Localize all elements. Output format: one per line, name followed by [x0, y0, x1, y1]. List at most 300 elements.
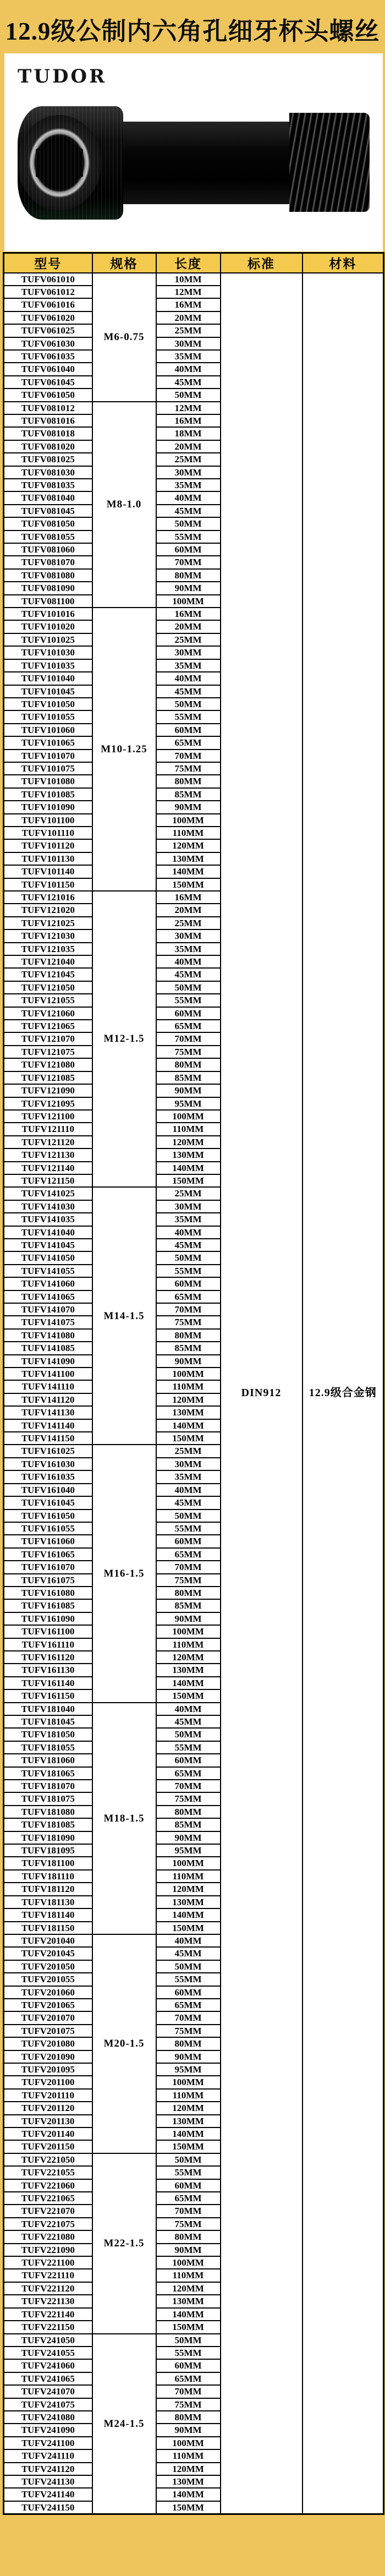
model-cell: TUFV101065 — [4, 736, 92, 749]
model-cell: TUFV081050 — [4, 517, 92, 530]
length-cell: 130MM — [156, 2115, 221, 2127]
model-cell: TUFV181050 — [4, 1728, 92, 1741]
length-cell: 110MM — [156, 1123, 221, 1135]
model-cell: TUFV181080 — [4, 1806, 92, 1818]
model-cell: TUFV201080 — [4, 2037, 92, 2050]
length-cell: 70MM — [156, 2385, 221, 2398]
screw-threads — [289, 113, 370, 212]
model-cell: TUFV101035 — [4, 659, 92, 672]
model-cell: TUFV101025 — [4, 633, 92, 646]
model-cell: TUFV061030 — [4, 337, 92, 350]
length-cell: 35MM — [156, 1470, 221, 1483]
length-cell: 140MM — [156, 2308, 221, 2321]
length-cell: 130MM — [156, 1664, 221, 1676]
length-cell: 80MM — [156, 775, 221, 787]
model-cell: TUFV241140 — [4, 2488, 92, 2501]
length-cell: 35MM — [156, 943, 221, 955]
length-cell: 40MM — [156, 363, 221, 375]
length-cell: 20MM — [156, 904, 221, 916]
length-cell: 40MM — [156, 491, 221, 504]
length-cell: 100MM — [156, 1857, 221, 1869]
length-cell: 80MM — [156, 2230, 221, 2243]
length-cell: 65MM — [156, 2372, 221, 2385]
spec-cell: M18-1.5 — [92, 1703, 156, 1934]
model-cell: TUFV121030 — [4, 929, 92, 942]
model-cell: TUFV141075 — [4, 1316, 92, 1328]
model-cell: TUFV101140 — [4, 865, 92, 878]
length-cell: 150MM — [156, 1689, 221, 1702]
hex-socket-icon — [36, 136, 83, 190]
model-cell: TUFV081025 — [4, 453, 92, 466]
model-cell: TUFV161075 — [4, 1574, 92, 1587]
column-header-spec: 规格 — [92, 253, 156, 273]
column-header-standard: 标准 — [221, 253, 302, 273]
model-cell: TUFV181040 — [4, 1703, 92, 1715]
length-cell: 75MM — [156, 1046, 221, 1058]
model-cell: TUFV121110 — [4, 1123, 92, 1135]
model-cell: TUFV081100 — [4, 595, 92, 608]
model-cell: TUFV221110 — [4, 2269, 92, 2282]
length-cell: 40MM — [156, 1703, 221, 1715]
length-cell: 65MM — [156, 1020, 221, 1032]
table-row — [4, 273, 384, 286]
model-cell: TUFV141120 — [4, 1393, 92, 1406]
column-header-model: 型号 — [4, 253, 92, 273]
model-cell: TUFV181055 — [4, 1741, 92, 1754]
length-cell: 20MM — [156, 620, 221, 633]
length-cell: 30MM — [156, 1200, 221, 1213]
length-cell: 150MM — [156, 2501, 221, 2514]
model-cell: TUFV081055 — [4, 530, 92, 543]
model-cell: TUFV081060 — [4, 543, 92, 556]
model-cell: TUFV221060 — [4, 2179, 92, 2192]
length-cell: 90MM — [156, 1612, 221, 1625]
spec-cell: M8-1.0 — [92, 402, 156, 608]
model-cell: TUFV201150 — [4, 2140, 92, 2153]
length-cell: 50MM — [156, 1728, 221, 1741]
model-cell: TUFV221055 — [4, 2166, 92, 2179]
length-cell: 90MM — [156, 1831, 221, 1844]
model-cell: TUFV181110 — [4, 1870, 92, 1883]
length-cell: 50MM — [156, 981, 221, 994]
length-cell: 85MM — [156, 1599, 221, 1612]
model-cell: TUFV141090 — [4, 1355, 92, 1368]
length-cell: 40MM — [156, 1934, 221, 1947]
model-cell: TUFV221140 — [4, 2308, 92, 2321]
material-cell: 12.9级合金钢 — [302, 273, 384, 2514]
model-cell: TUFV221065 — [4, 2192, 92, 2205]
length-cell: 80MM — [156, 569, 221, 582]
length-cell: 55MM — [156, 1973, 221, 1986]
length-cell: 120MM — [156, 1651, 221, 1664]
spec-table — [3, 252, 384, 2515]
model-cell: TUFV161130 — [4, 1664, 92, 1676]
length-cell: 70MM — [156, 1780, 221, 1792]
length-cell: 120MM — [156, 2282, 221, 2295]
length-cell: 45MM — [156, 685, 221, 698]
model-cell: TUFV141100 — [4, 1368, 92, 1380]
model-cell: TUFV081012 — [4, 402, 92, 414]
length-cell: 75MM — [156, 762, 221, 775]
length-cell: 40MM — [156, 1484, 221, 1496]
length-cell: 60MM — [156, 2359, 221, 2372]
product-image — [14, 106, 372, 226]
model-cell: TUFV201055 — [4, 1973, 92, 1986]
model-cell: TUFV101120 — [4, 839, 92, 852]
model-cell: TUFV161085 — [4, 1599, 92, 1612]
model-cell: TUFV181150 — [4, 1922, 92, 1934]
length-cell: 120MM — [156, 1136, 221, 1148]
length-cell: 110MM — [156, 1638, 221, 1651]
model-cell: TUFV121035 — [4, 943, 92, 955]
length-cell: 65MM — [156, 1767, 221, 1780]
length-cell: 18MM — [156, 427, 221, 440]
length-cell: 100MM — [156, 814, 221, 827]
length-cell: 150MM — [156, 878, 221, 891]
length-cell: 40MM — [156, 672, 221, 685]
length-cell: 90MM — [156, 2050, 221, 2063]
model-cell: TUFV101090 — [4, 801, 92, 813]
length-cell: 80MM — [156, 1806, 221, 1818]
length-cell: 55MM — [156, 994, 221, 1007]
length-cell: 150MM — [156, 2321, 221, 2333]
length-cell: 90MM — [156, 2244, 221, 2256]
length-cell: 16MM — [156, 298, 221, 311]
model-cell: TUFV161030 — [4, 1458, 92, 1470]
length-cell: 120MM — [156, 2102, 221, 2114]
model-cell: TUFV081045 — [4, 505, 92, 517]
length-cell: 35MM — [156, 479, 221, 491]
model-cell: TUFV161070 — [4, 1561, 92, 1573]
model-cell: TUFV061045 — [4, 376, 92, 389]
length-cell: 16MM — [156, 891, 221, 904]
model-cell: TUFV141025 — [4, 1187, 92, 1200]
length-cell: 65MM — [156, 2192, 221, 2205]
screw-shank — [118, 122, 299, 204]
model-cell: TUFV241130 — [4, 2475, 92, 2488]
model-cell: TUFV241110 — [4, 2449, 92, 2462]
model-cell: TUFV181070 — [4, 1780, 92, 1792]
length-cell: 40MM — [156, 1226, 221, 1239]
model-cell: TUFV141055 — [4, 1265, 92, 1277]
length-cell: 16MM — [156, 608, 221, 620]
length-cell: 85MM — [156, 1071, 221, 1084]
model-cell: TUFV221120 — [4, 2282, 92, 2295]
model-cell: TUFV121070 — [4, 1032, 92, 1045]
length-cell: 90MM — [156, 582, 221, 594]
length-cell: 140MM — [156, 1677, 221, 1689]
model-cell: TUFV061050 — [4, 389, 92, 401]
model-cell: TUFV161060 — [4, 1535, 92, 1547]
model-cell: TUFV161150 — [4, 1689, 92, 1702]
model-cell: TUFV161040 — [4, 1484, 92, 1496]
length-cell: 30MM — [156, 646, 221, 659]
length-cell: 75MM — [156, 2025, 221, 2037]
model-cell: TUFV061040 — [4, 363, 92, 375]
screw-head-face — [18, 115, 101, 211]
model-cell: TUFV221080 — [4, 2230, 92, 2243]
model-cell: TUFV201075 — [4, 2025, 92, 2037]
model-cell: TUFV241050 — [4, 2334, 92, 2347]
length-cell: 40MM — [156, 955, 221, 968]
length-cell: 100MM — [156, 2256, 221, 2269]
length-cell: 110MM — [156, 1380, 221, 1393]
model-cell: TUFV221100 — [4, 2256, 92, 2269]
length-cell: 140MM — [156, 865, 221, 878]
model-cell: TUFV101070 — [4, 750, 92, 762]
model-cell: TUFV141110 — [4, 1380, 92, 1393]
model-cell: TUFV121130 — [4, 1148, 92, 1161]
length-cell: 16MM — [156, 414, 221, 427]
model-cell: TUFV181085 — [4, 1818, 92, 1831]
length-cell: 85MM — [156, 1342, 221, 1354]
length-cell: 120MM — [156, 1393, 221, 1406]
spec-cell: M14-1.5 — [92, 1187, 156, 1445]
model-cell: TUFV241055 — [4, 2347, 92, 2359]
model-cell: TUFV121060 — [4, 1007, 92, 1020]
product-panel — [4, 53, 383, 251]
spec-table-body — [4, 273, 384, 2514]
length-cell: 95MM — [156, 1844, 221, 1857]
column-header-material: 材料 — [302, 253, 384, 273]
model-cell: TUFV101055 — [4, 710, 92, 723]
length-cell: 35MM — [156, 1213, 221, 1226]
model-cell: TUFV101050 — [4, 698, 92, 710]
length-cell: 150MM — [156, 2140, 221, 2153]
model-cell: TUFV161065 — [4, 1548, 92, 1561]
model-cell: TUFV101130 — [4, 852, 92, 865]
model-cell: TUFV141085 — [4, 1342, 92, 1354]
model-cell: TUFV181095 — [4, 1844, 92, 1857]
length-cell: 110MM — [156, 2449, 221, 2462]
length-cell: 80MM — [156, 1587, 221, 1599]
length-cell: 50MM — [156, 698, 221, 710]
model-cell: TUFV141040 — [4, 1226, 92, 1239]
brand-logo-text: TUDOR — [18, 65, 107, 87]
model-cell: TUFV201090 — [4, 2050, 92, 2063]
model-cell: TUFV121045 — [4, 968, 92, 981]
model-cell: TUFV181120 — [4, 1883, 92, 1895]
length-cell: 60MM — [156, 1277, 221, 1290]
length-cell: 80MM — [156, 2411, 221, 2424]
model-cell: TUFV081030 — [4, 466, 92, 479]
model-cell: TUFV161120 — [4, 1651, 92, 1664]
model-cell: TUFV201130 — [4, 2115, 92, 2127]
length-cell: 70MM — [156, 1032, 221, 1045]
length-cell: 150MM — [156, 1174, 221, 1187]
model-cell: TUFV101150 — [4, 878, 92, 891]
length-cell: 45MM — [156, 1496, 221, 1509]
length-cell: 60MM — [156, 1007, 221, 1020]
model-cell: TUFV121040 — [4, 955, 92, 968]
model-cell: TUFV221090 — [4, 2244, 92, 2256]
model-cell: TUFV121075 — [4, 1046, 92, 1058]
model-cell: TUFV201120 — [4, 2102, 92, 2114]
spec-cell: M22-1.5 — [92, 2153, 156, 2334]
model-cell: TUFV121120 — [4, 1136, 92, 1148]
model-cell: TUFV201050 — [4, 1960, 92, 1973]
model-cell: TUFV161025 — [4, 1445, 92, 1457]
model-cell: TUFV101110 — [4, 827, 92, 839]
model-cell: TUFV141030 — [4, 1200, 92, 1213]
model-cell: TUFV081090 — [4, 582, 92, 594]
model-cell: TUFV121085 — [4, 1071, 92, 1084]
spec-cell: M6-0.75 — [92, 273, 156, 402]
length-cell: 75MM — [156, 1574, 221, 1587]
spec-cell: M10-1.25 — [92, 608, 156, 891]
model-cell: TUFV121055 — [4, 994, 92, 1007]
model-cell: TUFV101016 — [4, 608, 92, 620]
model-cell: TUFV161050 — [4, 1509, 92, 1522]
model-cell: TUFV141150 — [4, 1432, 92, 1445]
model-cell: TUFV201095 — [4, 2063, 92, 2076]
length-cell: 140MM — [156, 1419, 221, 1432]
length-cell: 110MM — [156, 827, 221, 839]
length-cell: 90MM — [156, 1084, 221, 1097]
model-cell: TUFV101080 — [4, 775, 92, 787]
length-cell: 45MM — [156, 505, 221, 517]
spec-cell: M24-1.5 — [92, 2334, 156, 2514]
length-cell: 140MM — [156, 2488, 221, 2501]
model-cell: TUFV081070 — [4, 556, 92, 568]
model-cell: TUFV141065 — [4, 1290, 92, 1303]
length-cell: 70MM — [156, 556, 221, 568]
model-cell: TUFV241150 — [4, 2501, 92, 2514]
length-cell: 100MM — [156, 595, 221, 608]
length-cell: 70MM — [156, 750, 221, 762]
length-cell: 25MM — [156, 324, 221, 337]
model-cell: TUFV081020 — [4, 440, 92, 453]
length-cell: 140MM — [156, 1162, 221, 1174]
length-cell: 12MM — [156, 286, 221, 298]
model-cell: TUFV141130 — [4, 1406, 92, 1419]
model-cell: TUFV101060 — [4, 724, 92, 736]
length-cell: 50MM — [156, 2334, 221, 2347]
model-cell: TUFV141070 — [4, 1303, 92, 1316]
spec-cell: M12-1.5 — [92, 891, 156, 1187]
standard-cell: DIN912 — [221, 273, 302, 2514]
length-cell: 55MM — [156, 1265, 221, 1277]
length-cell: 130MM — [156, 2475, 221, 2488]
length-cell: 100MM — [156, 1368, 221, 1380]
model-cell: TUFV161080 — [4, 1587, 92, 1599]
length-cell: 30MM — [156, 337, 221, 350]
model-cell: TUFV101075 — [4, 762, 92, 775]
model-cell: TUFV201060 — [4, 1986, 92, 1999]
length-cell: 100MM — [156, 2076, 221, 2088]
length-cell: 25MM — [156, 453, 221, 466]
length-cell: 45MM — [156, 1715, 221, 1728]
model-cell: TUFV161090 — [4, 1612, 92, 1625]
length-cell: 120MM — [156, 2463, 221, 2475]
model-cell: TUFV101045 — [4, 685, 92, 698]
model-cell: TUFV201140 — [4, 2127, 92, 2140]
length-cell: 10MM — [156, 273, 221, 286]
model-cell: TUFV201045 — [4, 1947, 92, 1960]
length-cell: 45MM — [156, 968, 221, 981]
model-cell: TUFV141035 — [4, 1213, 92, 1226]
model-cell: TUFV101030 — [4, 646, 92, 659]
model-cell: TUFV181075 — [4, 1792, 92, 1805]
model-cell: TUFV141060 — [4, 1277, 92, 1290]
model-cell: TUFV161110 — [4, 1638, 92, 1651]
length-cell: 60MM — [156, 543, 221, 556]
length-cell: 20MM — [156, 440, 221, 453]
model-cell: TUFV181090 — [4, 1831, 92, 1844]
model-cell: TUFV241060 — [4, 2359, 92, 2372]
model-cell: TUFV081035 — [4, 479, 92, 491]
model-cell: TUFV181100 — [4, 1857, 92, 1869]
length-cell: 35MM — [156, 659, 221, 672]
model-cell: TUFV141050 — [4, 1251, 92, 1264]
length-cell: 45MM — [156, 376, 221, 389]
length-cell: 140MM — [156, 2127, 221, 2140]
length-cell: 150MM — [156, 1922, 221, 1934]
spec-cell: M20-1.5 — [92, 1934, 156, 2153]
model-cell: TUFV081016 — [4, 414, 92, 427]
model-cell: TUFV141140 — [4, 1419, 92, 1432]
screw-head — [18, 106, 123, 220]
model-cell: TUFV221150 — [4, 2321, 92, 2333]
model-cell: TUFV241070 — [4, 2385, 92, 2398]
length-cell: 120MM — [156, 1883, 221, 1895]
length-cell: 50MM — [156, 2153, 221, 2166]
length-cell: 25MM — [156, 917, 221, 929]
length-cell: 130MM — [156, 1406, 221, 1419]
model-cell: TUFV121140 — [4, 1162, 92, 1174]
model-cell: TUFV061035 — [4, 350, 92, 363]
length-cell: 140MM — [156, 1908, 221, 1921]
length-cell: 130MM — [156, 1896, 221, 1908]
length-cell: 12MM — [156, 402, 221, 414]
model-cell: TUFV241075 — [4, 2398, 92, 2411]
length-cell: 65MM — [156, 1999, 221, 2011]
model-cell: TUFV241080 — [4, 2411, 92, 2424]
length-cell: 60MM — [156, 1535, 221, 1547]
model-cell: TUFV101100 — [4, 814, 92, 827]
model-cell: TUFV121090 — [4, 1084, 92, 1097]
model-cell: TUFV061012 — [4, 286, 92, 298]
length-cell: 30MM — [156, 929, 221, 942]
length-cell: 55MM — [156, 2347, 221, 2359]
length-cell: 65MM — [156, 736, 221, 749]
length-cell: 80MM — [156, 2037, 221, 2050]
length-cell: 75MM — [156, 2398, 221, 2411]
model-cell: TUFV101020 — [4, 620, 92, 633]
length-cell: 65MM — [156, 1548, 221, 1561]
model-cell: TUFV221130 — [4, 2295, 92, 2307]
length-cell: 25MM — [156, 633, 221, 646]
length-cell: 55MM — [156, 2166, 221, 2179]
model-cell: TUFV101040 — [4, 672, 92, 685]
length-cell: 20MM — [156, 311, 221, 324]
length-cell: 55MM — [156, 1522, 221, 1535]
length-cell: 30MM — [156, 466, 221, 479]
length-cell: 70MM — [156, 1303, 221, 1316]
length-cell: 50MM — [156, 389, 221, 401]
length-cell: 120MM — [156, 839, 221, 852]
length-cell: 45MM — [156, 1947, 221, 1960]
column-header-length: 长度 — [156, 253, 221, 273]
model-cell: TUFV121100 — [4, 1110, 92, 1123]
model-cell: TUFV241100 — [4, 2437, 92, 2449]
length-cell: 25MM — [156, 1445, 221, 1457]
length-cell: 95MM — [156, 1097, 221, 1110]
length-cell: 60MM — [156, 1986, 221, 1999]
spec-cell: M16-1.5 — [92, 1445, 156, 1702]
length-cell: 55MM — [156, 1741, 221, 1754]
length-cell: 35MM — [156, 350, 221, 363]
